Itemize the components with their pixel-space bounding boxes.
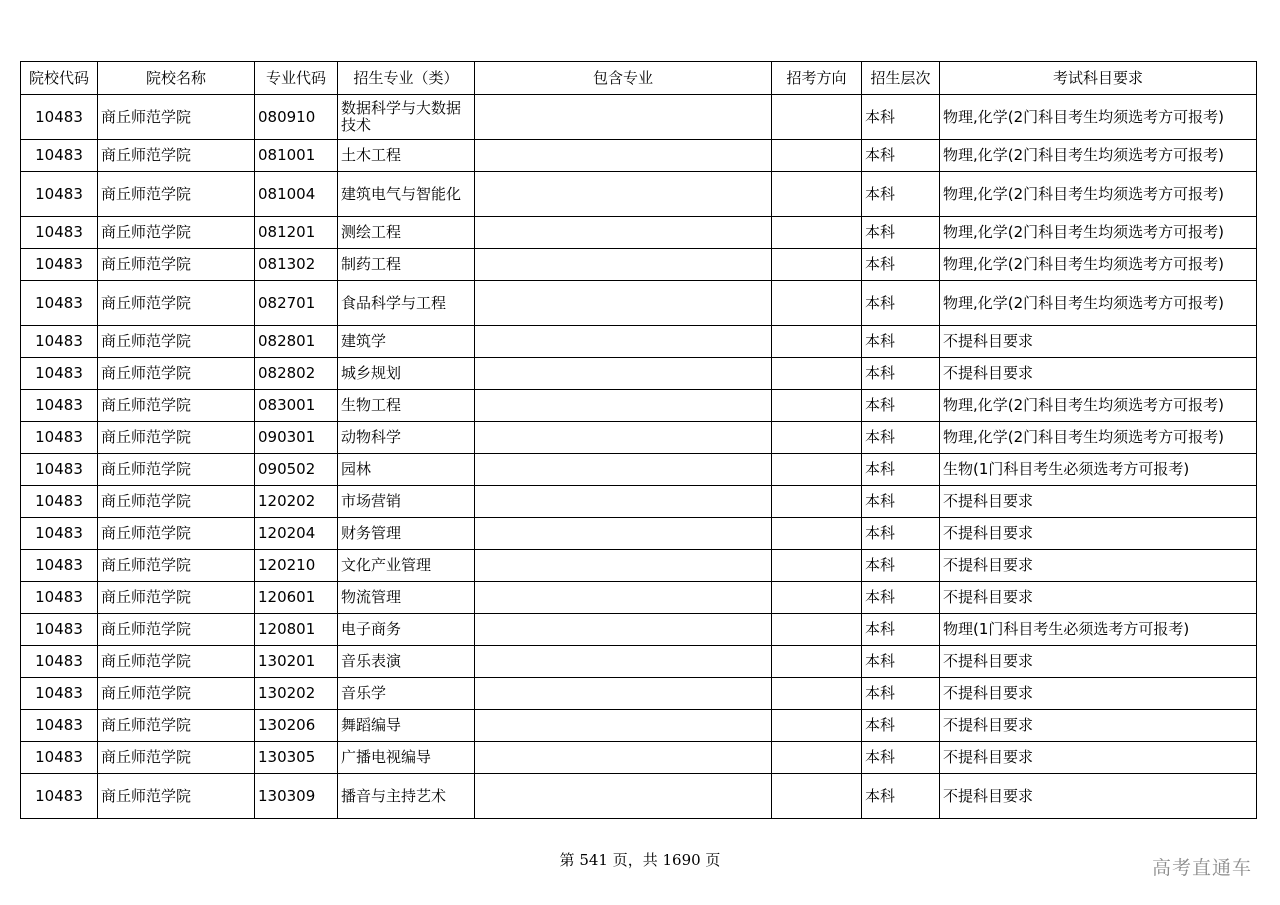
cell-direction (772, 742, 862, 774)
cell-school-code: 10483 (21, 646, 98, 678)
cell-major: 生物工程 (338, 390, 475, 422)
cell-direction (772, 486, 862, 518)
cell-direction (772, 678, 862, 710)
cell-major: 音乐表演 (338, 646, 475, 678)
cell-school-name: 商丘师范学院 (98, 95, 255, 140)
cell-major-code: 120202 (255, 486, 338, 518)
cell-direction (772, 518, 862, 550)
cell-major: 物流管理 (338, 582, 475, 614)
cell-school-code: 10483 (21, 710, 98, 742)
cell-school-name: 商丘师范学院 (98, 281, 255, 326)
table-row (21, 582, 1257, 614)
cell-direction (772, 582, 862, 614)
cell-includes (475, 486, 772, 518)
cell-school-code: 10483 (21, 217, 98, 249)
cell-school-name: 商丘师范学院 (98, 358, 255, 390)
cell-school-code: 10483 (21, 678, 98, 710)
cell-major-code: 120801 (255, 614, 338, 646)
header-direction: 招考方向 (772, 62, 862, 95)
cell-major-code: 130201 (255, 646, 338, 678)
cell-major-code: 120601 (255, 582, 338, 614)
cell-includes (475, 95, 772, 140)
page-number: 第 541 页，共 1690 页 (559, 851, 721, 869)
cell-major: 音乐学 (338, 678, 475, 710)
cell-level: 本科 (862, 281, 940, 326)
cell-level: 本科 (862, 326, 940, 358)
cell-level: 本科 (862, 358, 940, 390)
table-row (21, 454, 1257, 486)
cell-requirement: 不提科目要求 (940, 550, 1257, 582)
cell-includes (475, 614, 772, 646)
cell-includes (475, 140, 772, 172)
cell-school-name: 商丘师范学院 (98, 326, 255, 358)
cell-requirement: 不提科目要求 (940, 742, 1257, 774)
cell-school-name: 商丘师范学院 (98, 774, 255, 819)
cell-major: 土木工程 (338, 140, 475, 172)
table-body (21, 95, 1257, 819)
cell-school-code: 10483 (21, 582, 98, 614)
header-requirement: 考试科目要求 (940, 62, 1257, 95)
cell-school-code: 10483 (21, 326, 98, 358)
cell-school-code: 10483 (21, 172, 98, 217)
cell-major-code: 080910 (255, 95, 338, 140)
cell-school-name: 商丘师范学院 (98, 518, 255, 550)
cell-requirement: 不提科目要求 (940, 646, 1257, 678)
cell-includes (475, 326, 772, 358)
cell-school-name: 商丘师范学院 (98, 710, 255, 742)
cell-school-code: 10483 (21, 518, 98, 550)
cell-includes (475, 172, 772, 217)
cell-direction (772, 422, 862, 454)
table-row (21, 281, 1257, 326)
cell-school-code: 10483 (21, 614, 98, 646)
cell-major-code: 081201 (255, 217, 338, 249)
cell-includes (475, 678, 772, 710)
cell-major-code: 082801 (255, 326, 338, 358)
cell-requirement: 不提科目要求 (940, 710, 1257, 742)
cell-direction (772, 281, 862, 326)
cell-level: 本科 (862, 486, 940, 518)
cell-requirement: 物理(1门科目考生必须选考方可报考) (940, 614, 1257, 646)
cell-direction (772, 172, 862, 217)
cell-includes (475, 550, 772, 582)
header-includes: 包含专业 (475, 62, 772, 95)
cell-school-code: 10483 (21, 550, 98, 582)
cell-includes (475, 281, 772, 326)
cell-includes (475, 422, 772, 454)
cell-school-name: 商丘师范学院 (98, 646, 255, 678)
cell-school-name: 商丘师范学院 (98, 678, 255, 710)
cell-requirement: 物理,化学(2门科目考生均须选考方可报考) (940, 95, 1257, 140)
cell-school-code: 10483 (21, 95, 98, 140)
table-row (21, 390, 1257, 422)
admissions-table (20, 61, 1257, 819)
table-row (21, 614, 1257, 646)
table-row (21, 486, 1257, 518)
cell-direction (772, 646, 862, 678)
cell-requirement: 不提科目要求 (940, 582, 1257, 614)
cell-school-name: 商丘师范学院 (98, 582, 255, 614)
cell-level: 本科 (862, 172, 940, 217)
cell-major-code: 083001 (255, 390, 338, 422)
header-major: 招生专业（类） (338, 62, 475, 95)
cell-includes (475, 454, 772, 486)
table-row (21, 217, 1257, 249)
cell-requirement: 物理,化学(2门科目考生均须选考方可报考) (940, 172, 1257, 217)
cell-school-code: 10483 (21, 486, 98, 518)
cell-level: 本科 (862, 422, 940, 454)
cell-school-code: 10483 (21, 358, 98, 390)
cell-major: 园林 (338, 454, 475, 486)
cell-major-code: 130202 (255, 678, 338, 710)
table-row (21, 550, 1257, 582)
cell-level: 本科 (862, 140, 940, 172)
table-header-row (21, 62, 1257, 95)
cell-includes (475, 249, 772, 281)
table-row (21, 95, 1257, 140)
cell-school-code: 10483 (21, 774, 98, 819)
table-row (21, 422, 1257, 454)
cell-major: 食品科学与工程 (338, 281, 475, 326)
cell-level: 本科 (862, 582, 940, 614)
cell-major: 播音与主持艺术 (338, 774, 475, 819)
cell-requirement: 物理,化学(2门科目考生均须选考方可报考) (940, 390, 1257, 422)
table-row (21, 678, 1257, 710)
header-school-name: 院校名称 (98, 62, 255, 95)
cell-school-name: 商丘师范学院 (98, 550, 255, 582)
cell-school-name: 商丘师范学院 (98, 140, 255, 172)
cell-direction (772, 390, 862, 422)
cell-level: 本科 (862, 614, 940, 646)
table-row (21, 326, 1257, 358)
cell-includes (475, 390, 772, 422)
cell-direction (772, 358, 862, 390)
cell-direction (772, 249, 862, 281)
cell-level: 本科 (862, 518, 940, 550)
cell-school-name: 商丘师范学院 (98, 614, 255, 646)
cell-major: 广播电视编导 (338, 742, 475, 774)
cell-direction (772, 326, 862, 358)
cell-major: 数据科学与大数据技术 (338, 95, 475, 140)
cell-school-name: 商丘师范学院 (98, 249, 255, 281)
cell-requirement: 不提科目要求 (940, 358, 1257, 390)
cell-school-name: 商丘师范学院 (98, 172, 255, 217)
cell-major-code: 082701 (255, 281, 338, 326)
cell-major: 市场营销 (338, 486, 475, 518)
cell-major: 建筑学 (338, 326, 475, 358)
cell-requirement: 不提科目要求 (940, 678, 1257, 710)
cell-level: 本科 (862, 710, 940, 742)
table-row (21, 518, 1257, 550)
cell-includes (475, 774, 772, 819)
cell-level: 本科 (862, 774, 940, 819)
cell-level: 本科 (862, 742, 940, 774)
cell-includes (475, 646, 772, 678)
cell-school-code: 10483 (21, 281, 98, 326)
cell-school-name: 商丘师范学院 (98, 217, 255, 249)
cell-direction (772, 550, 862, 582)
cell-direction (772, 140, 862, 172)
cell-direction (772, 614, 862, 646)
cell-major-code: 120204 (255, 518, 338, 550)
cell-level: 本科 (862, 646, 940, 678)
cell-direction (772, 774, 862, 819)
cell-includes (475, 217, 772, 249)
cell-major-code: 090502 (255, 454, 338, 486)
cell-school-code: 10483 (21, 140, 98, 172)
table-row (21, 710, 1257, 742)
header-school-code: 院校代码 (21, 62, 98, 95)
cell-major-code: 090301 (255, 422, 338, 454)
header-major-code: 专业代码 (255, 62, 338, 95)
cell-major: 动物科学 (338, 422, 475, 454)
cell-includes (475, 742, 772, 774)
cell-direction (772, 95, 862, 140)
cell-requirement: 物理,化学(2门科目考生均须选考方可报考) (940, 281, 1257, 326)
cell-requirement: 不提科目要求 (940, 486, 1257, 518)
cell-level: 本科 (862, 454, 940, 486)
cell-requirement: 不提科目要求 (940, 518, 1257, 550)
cell-direction (772, 454, 862, 486)
cell-school-code: 10483 (21, 742, 98, 774)
cell-requirement: 生物(1门科目考生必须选考方可报考) (940, 454, 1257, 486)
table-row (21, 358, 1257, 390)
cell-level: 本科 (862, 249, 940, 281)
cell-major: 文化产业管理 (338, 550, 475, 582)
cell-major-code: 081001 (255, 140, 338, 172)
table-row (21, 172, 1257, 217)
watermark-logo: 高考直通车 (1151, 857, 1252, 879)
cell-major-code: 130305 (255, 742, 338, 774)
cell-level: 本科 (862, 95, 940, 140)
table-row (21, 140, 1257, 172)
cell-school-name: 商丘师范学院 (98, 454, 255, 486)
cell-major-code: 082802 (255, 358, 338, 390)
cell-level: 本科 (862, 217, 940, 249)
cell-major: 财务管理 (338, 518, 475, 550)
cell-major-code: 081004 (255, 172, 338, 217)
cell-school-name: 商丘师范学院 (98, 486, 255, 518)
cell-major: 测绘工程 (338, 217, 475, 249)
cell-major: 舞蹈编导 (338, 710, 475, 742)
cell-level: 本科 (862, 390, 940, 422)
cell-requirement: 物理,化学(2门科目考生均须选考方可报考) (940, 422, 1257, 454)
cell-includes (475, 582, 772, 614)
cell-school-name: 商丘师范学院 (98, 390, 255, 422)
cell-includes (475, 710, 772, 742)
cell-school-code: 10483 (21, 249, 98, 281)
cell-major-code: 081302 (255, 249, 338, 281)
cell-school-name: 商丘师范学院 (98, 422, 255, 454)
table-row (21, 249, 1257, 281)
cell-major-code: 120210 (255, 550, 338, 582)
table-row (21, 742, 1257, 774)
cell-school-code: 10483 (21, 422, 98, 454)
cell-requirement: 物理,化学(2门科目考生均须选考方可报考) (940, 249, 1257, 281)
cell-includes (475, 518, 772, 550)
cell-includes (475, 358, 772, 390)
table-row (21, 646, 1257, 678)
cell-school-code: 10483 (21, 390, 98, 422)
cell-requirement: 物理,化学(2门科目考生均须选考方可报考) (940, 140, 1257, 172)
cell-direction (772, 217, 862, 249)
cell-requirement: 不提科目要求 (940, 326, 1257, 358)
cell-major: 电子商务 (338, 614, 475, 646)
cell-major: 城乡规划 (338, 358, 475, 390)
cell-level: 本科 (862, 550, 940, 582)
cell-direction (772, 710, 862, 742)
cell-school-name: 商丘师范学院 (98, 742, 255, 774)
cell-school-code: 10483 (21, 454, 98, 486)
table-row (21, 774, 1257, 819)
cell-major-code: 130206 (255, 710, 338, 742)
header-level: 招生层次 (862, 62, 940, 95)
cell-major: 制药工程 (338, 249, 475, 281)
cell-major: 建筑电气与智能化 (338, 172, 475, 217)
cell-requirement: 不提科目要求 (940, 774, 1257, 819)
cell-requirement: 物理,化学(2门科目考生均须选考方可报考) (940, 217, 1257, 249)
cell-level: 本科 (862, 678, 940, 710)
cell-major-code: 130309 (255, 774, 338, 819)
